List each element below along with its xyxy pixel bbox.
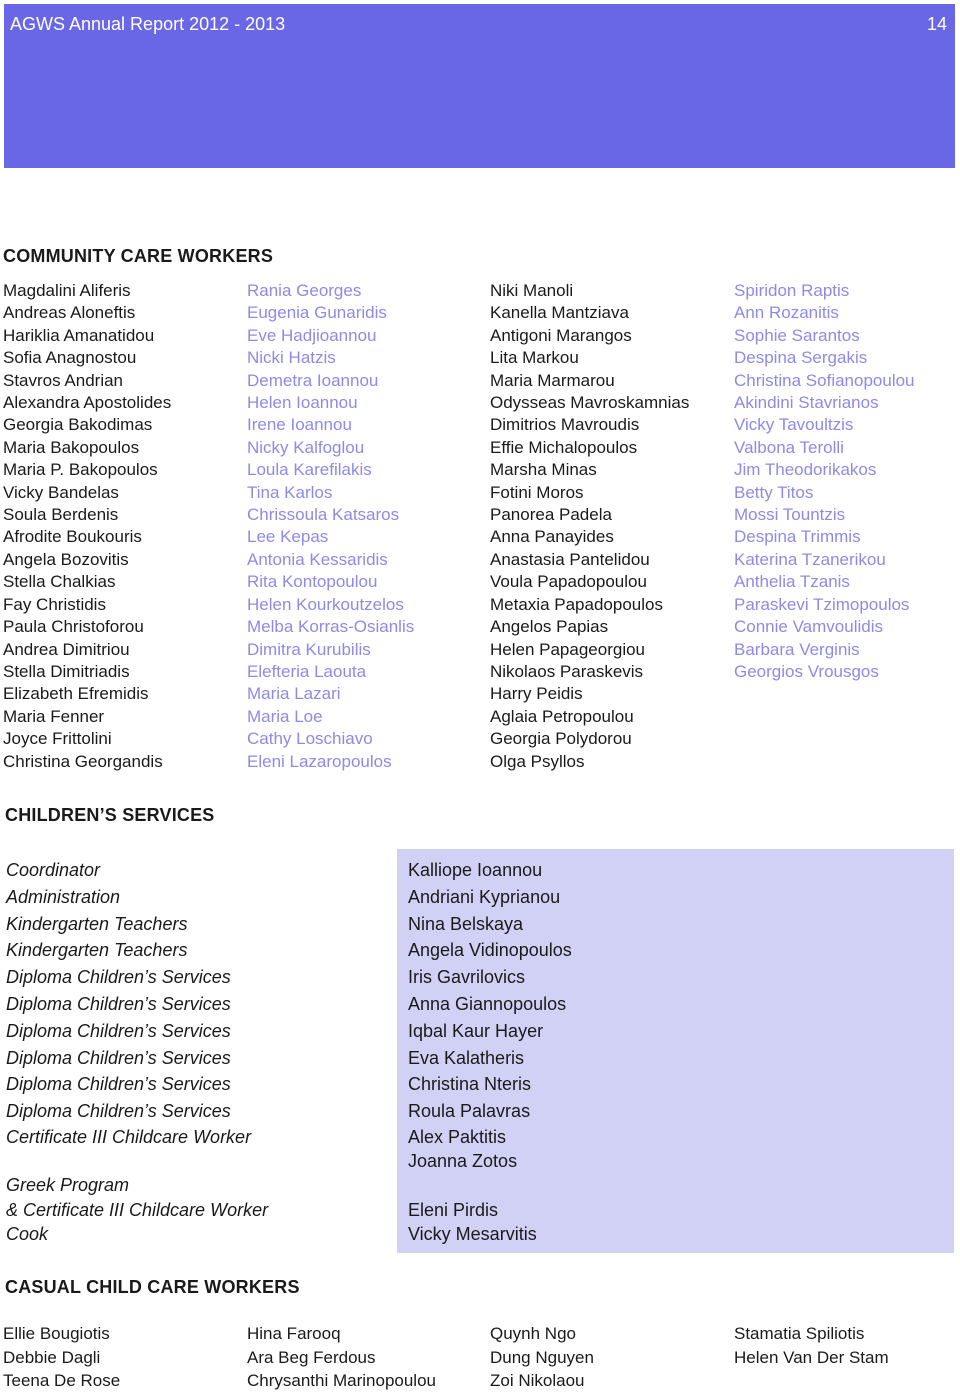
- staff-name: Soula Berdenis: [3, 505, 119, 525]
- staff-name: Ara Beg Ferdous: [247, 1347, 376, 1367]
- staff-name: Ellie Bougiotis: [3, 1324, 110, 1343]
- staff-name: Anastasia Pantelidou: [490, 549, 650, 569]
- report-title: AGWS Annual Report 2012 - 2013: [10, 14, 286, 34]
- staff-name: Melba Korras-Osianlis: [247, 617, 415, 637]
- staff-name: Georgia Polydorou: [490, 729, 632, 749]
- staff-name: Katerina Tzanerikou: [734, 549, 886, 569]
- staff-name: Eva Kalatheris: [408, 1047, 525, 1068]
- staff-name: Alexandra Apostolides: [3, 393, 172, 413]
- casual-workers-column-2: [247, 1322, 436, 1393]
- staff-name: Akindini Stavrianos: [734, 393, 879, 413]
- header-banner: [4, 4, 955, 168]
- staff-name: Loula Karefilakis: [247, 460, 372, 480]
- community-care-column-1: [3, 280, 171, 773]
- staff-name: Chrissoula Katsaros: [247, 505, 400, 525]
- staff-name: Aglaia Petropoulou: [490, 706, 634, 726]
- staff-name: Roula Palavras: [408, 1101, 531, 1122]
- staff-name: Maria Loe: [247, 706, 323, 726]
- staff-name: Eve Hadjioannou: [247, 325, 377, 345]
- staff-name: Magdalini Aliferis: [3, 281, 131, 300]
- staff-name: Nicki Hatzis: [247, 348, 336, 368]
- staff-name: Tina Karlos: [247, 482, 333, 502]
- staff-name: Vicky Bandelas: [3, 482, 119, 502]
- staff-name: Nikolaos Paraskevis: [490, 661, 644, 681]
- staff-name: Barbara Verginis: [734, 639, 860, 659]
- staff-name: Irene Ioannou: [247, 415, 352, 435]
- staff-name: Vicky Tavoultzis: [734, 415, 854, 435]
- staff-name: Spiridon Raptis: [734, 281, 850, 300]
- staff-name: Helen Papageorgiou: [490, 639, 646, 659]
- staff-name: Joyce Frittolini: [3, 729, 112, 749]
- staff-name: Rania Georges: [247, 281, 362, 300]
- role-label: Diploma Children’s Services: [6, 967, 231, 988]
- staff-name: Dimitra Kurubilis: [247, 639, 371, 659]
- staff-name: Connie Vamvoulidis: [734, 617, 883, 637]
- community-care-column-3: [490, 280, 689, 773]
- staff-name: Joanna Zotos: [408, 1151, 518, 1172]
- role-label: Diploma Children’s Services: [6, 993, 231, 1014]
- staff-name: Chrysanthi Marinopoulou: [247, 1371, 436, 1390]
- children-services-heading: CHILDREN’S SERVICES: [5, 805, 215, 825]
- staff-name: Cathy Loschiavo: [247, 729, 373, 749]
- casual-workers-heading: CASUAL CHILD CARE WORKERS: [5, 1277, 300, 1297]
- staff-name: Harry Peidis: [490, 684, 583, 704]
- staff-name: Stella Dimitriadis: [3, 661, 130, 681]
- community-care-heading: COMMUNITY CARE WORKERS: [3, 246, 274, 266]
- role-label: Coordinator: [6, 860, 101, 880]
- staff-name: Zoi Nikolaou: [490, 1371, 585, 1390]
- staff-name: Maria Marmarou: [490, 370, 615, 390]
- staff-name: Eleni Pirdis: [408, 1199, 499, 1220]
- staff-name: Helen Van Der Stam: [734, 1347, 889, 1367]
- staff-name: Anna Panayides: [490, 527, 614, 547]
- staff-name: Angelos Papias: [490, 617, 609, 637]
- staff-name: Angela Bozovitis: [3, 549, 129, 569]
- staff-name: Christina Sofianopoulou: [734, 370, 915, 390]
- staff-name: Maria Lazari: [247, 684, 341, 704]
- staff-name: Debbie Dagli: [3, 1347, 101, 1367]
- staff-name: Sophie Sarantos: [734, 325, 860, 345]
- staff-name: Stamatia Spiliotis: [734, 1324, 865, 1343]
- staff-name: Andriani Kyprianou: [408, 886, 561, 907]
- spacer: [6, 1149, 268, 1173]
- staff-name: Kalliope Ioannou: [408, 860, 543, 880]
- staff-name: Rita Kontopoulou: [247, 572, 378, 592]
- staff-name: Alex Paktitis: [408, 1126, 507, 1147]
- staff-name: Andreas Aloneftis: [3, 303, 136, 323]
- staff-name: Jim Theodorikakos: [734, 460, 877, 480]
- staff-name: Maria Fenner: [3, 706, 105, 726]
- staff-name: Dung Nguyen: [490, 1347, 594, 1367]
- role-label: Kindergarten Teachers: [6, 940, 188, 961]
- staff-name: Eleni Lazaropoulos: [247, 751, 392, 771]
- staff-name: Paula Christoforou: [3, 617, 144, 637]
- role-label: & Certificate III Childcare Worker: [6, 1199, 269, 1220]
- role-label: Cook: [6, 1224, 49, 1245]
- staff-name: Elefteria Laouta: [247, 661, 367, 681]
- staff-name: Nina Belskaya: [408, 913, 524, 934]
- staff-name: Sofia Anagnostou: [3, 348, 137, 368]
- role-label: Diploma Children’s Services: [6, 1101, 231, 1122]
- staff-name: Angela Vidinopoulos: [408, 940, 572, 961]
- children-services-roles: [6, 857, 268, 1247]
- staff-name: Stavros Andrian: [3, 370, 124, 390]
- staff-name: Helen Kourkoutzelos: [247, 594, 404, 614]
- staff-name: Voula Papadopoulou: [490, 572, 647, 592]
- staff-name: Anthelia Tzanis: [734, 572, 850, 592]
- community-care-column-4: [734, 280, 915, 683]
- staff-name: Afrodite Boukouris: [3, 527, 142, 547]
- staff-name: Helen Ioannou: [247, 393, 358, 413]
- role-label: Diploma Children’s Services: [6, 1047, 231, 1068]
- staff-name: Vicky Mesarvitis: [408, 1224, 537, 1245]
- staff-name: Lita Markou: [490, 348, 579, 368]
- staff-name: Teena De Rose: [3, 1371, 121, 1390]
- role-label: Diploma Children’s Services: [6, 1074, 231, 1095]
- staff-name: Valbona Terolli: [734, 437, 844, 457]
- staff-name: Iris Gavrilovics: [408, 967, 526, 988]
- staff-name: Kanella Mantziava: [490, 303, 629, 323]
- staff-name: Despina Sergakis: [734, 348, 868, 368]
- staff-name: Anna Giannopoulos: [408, 993, 567, 1014]
- staff-name: Eugenia Gunaridis: [247, 303, 387, 323]
- role-label: Diploma Children’s Services: [6, 1020, 231, 1041]
- role-label: Certificate III Childcare Worker: [6, 1126, 252, 1147]
- staff-name: Niki Manoli: [490, 281, 574, 300]
- children-services-staff: [408, 857, 572, 1247]
- staff-name: Stella Chalkias: [3, 572, 116, 592]
- staff-name: Effie Michalopoulos: [490, 437, 638, 457]
- staff-name: Georgios Vrousgos: [734, 661, 879, 681]
- staff-name: Andrea Dimitriou: [3, 639, 130, 659]
- staff-name: Betty Titos: [734, 482, 814, 502]
- casual-workers-column-4: [734, 1322, 889, 1369]
- staff-name: Despina Trimmis: [734, 527, 861, 547]
- staff-name: Ann Rozanitis: [734, 303, 839, 323]
- staff-name: Panorea Padela: [490, 505, 612, 525]
- role-label: Administration: [6, 886, 121, 907]
- staff-name: Hina Farooq: [247, 1324, 341, 1343]
- staff-name: Paraskevi Tzimopoulos: [734, 594, 910, 614]
- staff-name: Maria P. Bakopoulos: [3, 460, 158, 480]
- staff-name: Georgia Bakodimas: [3, 415, 153, 435]
- staff-name: Olga Psyllos: [490, 751, 585, 771]
- page-number: 14: [926, 14, 947, 34]
- staff-name: Christina Georgandis: [3, 751, 163, 771]
- staff-name: Antonia Kessaridis: [247, 549, 388, 569]
- staff-name: Nicky Kalfoglou: [247, 437, 365, 457]
- staff-name: Fay Christidis: [3, 594, 106, 614]
- spacer: [408, 1174, 572, 1198]
- staff-name: Mossi Tountzis: [734, 505, 846, 525]
- staff-name: Odysseas Mavroskamnias: [490, 393, 690, 413]
- role-label: Kindergarten Teachers: [6, 913, 188, 934]
- staff-name: Iqbal Kaur Hayer: [408, 1020, 544, 1041]
- staff-name: Elizabeth Efremidis: [3, 684, 149, 704]
- staff-name: Christina Nteris: [408, 1074, 532, 1095]
- staff-name: Hariklia Amanatidou: [3, 325, 155, 345]
- staff-name: Marsha Minas: [490, 460, 597, 480]
- staff-name: Fotini Moros: [490, 482, 584, 502]
- casual-workers-column-1: [3, 1322, 120, 1393]
- casual-workers-column-3: [490, 1322, 594, 1393]
- staff-name: Dimitrios Mavroudis: [490, 415, 640, 435]
- staff-name: Antigoni Marangos: [490, 325, 632, 345]
- role-label: Greek Program: [6, 1175, 130, 1196]
- staff-name: Quynh Ngo: [490, 1324, 576, 1343]
- staff-name: Maria Bakopoulos: [3, 437, 140, 457]
- staff-name: Lee Kepas: [247, 527, 329, 547]
- community-care-column-2: [247, 280, 414, 773]
- staff-name: Demetra Ioannou: [247, 370, 379, 390]
- staff-name: Metaxia Papadopoulos: [490, 594, 663, 614]
